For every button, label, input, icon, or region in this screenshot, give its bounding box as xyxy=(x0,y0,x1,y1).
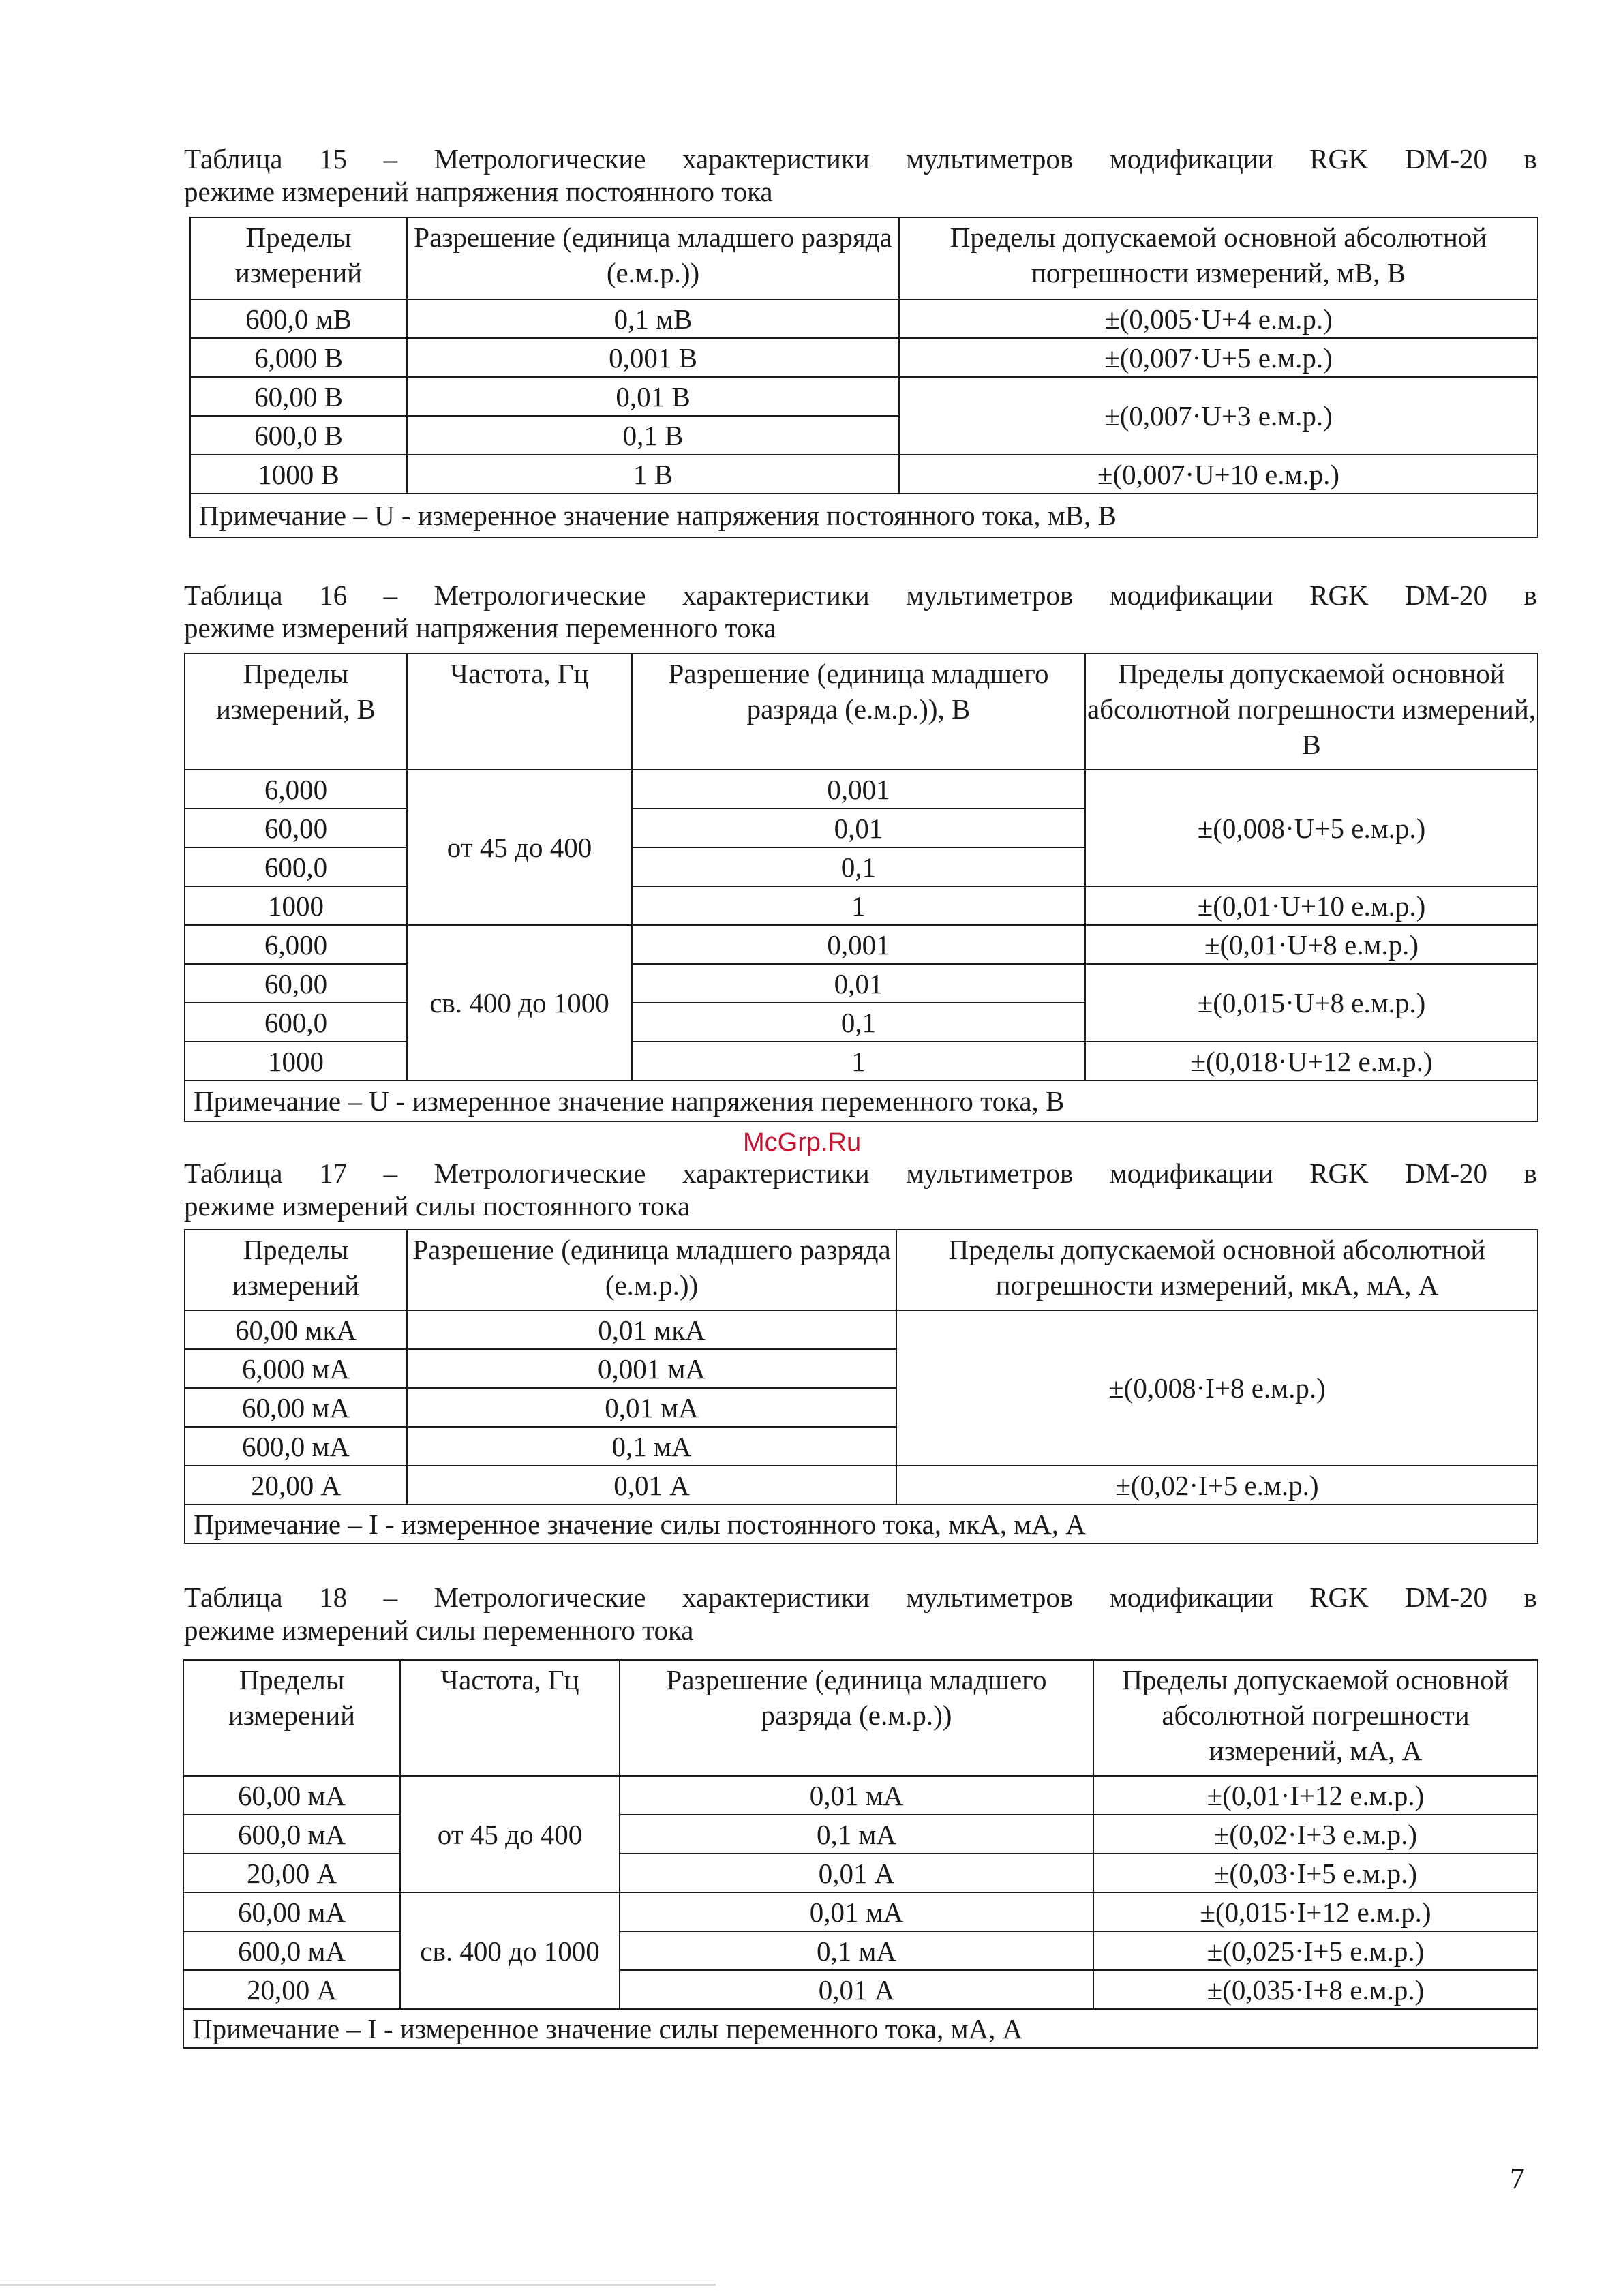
table-cell: 0,01 мкА xyxy=(407,1310,896,1349)
caption-word: DM-20 xyxy=(1405,143,1487,175)
table-cell: 0,01 мА xyxy=(620,1892,1093,1931)
table-cell: 0,001 В xyxy=(407,338,899,377)
caption-word: Таблица xyxy=(184,579,283,611)
table-cell: ±(0,01·I+12 е.м.р.) xyxy=(1093,1776,1538,1815)
table-cell: 0,1 мВ xyxy=(407,299,899,338)
scan-edge-line xyxy=(0,2284,716,2286)
header-cell: Разрешение (единица младшего разряда (е.м.р.)), В xyxy=(632,654,1085,770)
caption-word: в xyxy=(1523,143,1537,175)
table-cell: 600,0 мА xyxy=(183,1815,400,1854)
table-note: Примечание – I - измеренное значение силы переменного тока, мА, А xyxy=(183,2009,1538,2048)
table-cell: 60,00 мкА xyxy=(185,1310,407,1349)
table-note: Примечание – U - измеренное значение напряжения переменного тока, В xyxy=(185,1081,1538,1121)
table-cell: ±(0,007·U+3 е.м.р.) xyxy=(899,377,1538,455)
table-cell: 0,001 xyxy=(632,925,1085,964)
table-cell: ±(0,035·I+8 е.м.р.) xyxy=(1093,1970,1538,2009)
table-cell: ±(0,025·I+5 е.м.р.) xyxy=(1093,1931,1538,1970)
table-cell: 60,00 мА xyxy=(183,1892,400,1931)
table-cell: ±(0,005·U+4 е.м.р.) xyxy=(899,299,1538,338)
table-cell: 0,001 мА xyxy=(407,1349,896,1388)
table-15-caption xyxy=(184,143,1537,207)
caption-word: характеристики xyxy=(682,1158,870,1189)
caption-word: мультиметров xyxy=(906,1582,1074,1613)
caption-line-2: режиме измерений напряжения постоянного тока xyxy=(184,176,773,207)
caption-word: – xyxy=(383,1158,398,1189)
table-cell: ±(0,02·I+5 е.м.р.) xyxy=(896,1466,1538,1505)
table-cell: 6,000 В xyxy=(190,338,407,377)
table-note: Примечание – I - измеренное значение силы постоянного тока, мкА, мА, А xyxy=(185,1505,1538,1543)
table-cell: 600,0 мВ xyxy=(190,299,407,338)
caption-word: RGK xyxy=(1309,579,1369,611)
table-cell: 60,00 xyxy=(185,809,407,847)
table-cell: 60,00 мА xyxy=(183,1776,400,1815)
table-cell: 1000 В xyxy=(190,455,407,494)
table-cell: 0,01 А xyxy=(620,1970,1093,2009)
header-cell: Пределы измерений xyxy=(185,1230,407,1310)
table-cell: 0,001 xyxy=(632,770,1085,809)
table-cell: 20,00 А xyxy=(183,1970,400,2009)
table-cell: 0,01 А xyxy=(407,1466,896,1505)
header-cell: Пределы допускаемой основной абсолютной погрешности измерений, мА, А xyxy=(1093,1660,1538,1776)
table-cell: 0,1 мА xyxy=(407,1427,896,1466)
header-cell: Разрешение (единица младшего разряда (е.м.р.)) xyxy=(407,217,899,299)
table-cell: ±(0,015·U+8 е.м.р.) xyxy=(1085,964,1538,1042)
table-cell: 600,0 xyxy=(185,1003,407,1042)
table-cell: 1000 xyxy=(185,886,407,925)
table-16-caption xyxy=(184,579,1537,644)
caption-word: модификации xyxy=(1109,1158,1273,1189)
table-cell: ±(0,015·I+12 е.м.р.) xyxy=(1093,1892,1538,1931)
caption-word: Таблица xyxy=(184,1582,283,1613)
caption-word: модификации xyxy=(1109,1582,1273,1613)
table-cell: 0,01 В xyxy=(407,377,899,416)
caption-word: DM-20 xyxy=(1405,579,1487,611)
table-cell: ±(0,008·I+8 е.м.р.) xyxy=(896,1310,1538,1466)
header-cell: Пределы допускаемой основной абсолютной погрешности измерений, мВ, В xyxy=(899,217,1538,299)
table-cell: 20,00 А xyxy=(185,1466,407,1505)
table-cell: 6,000 xyxy=(185,925,407,964)
table-16 xyxy=(184,653,1538,1122)
caption-word: Метрологические xyxy=(434,143,646,175)
table-cell: 60,00 мА xyxy=(185,1388,407,1427)
caption-line-2: режиме измерений силы переменного тока xyxy=(184,1614,694,1646)
caption-word: характеристики xyxy=(682,1582,870,1613)
table-cell: 0,01 мА xyxy=(407,1388,896,1427)
table-cell: 0,1 мА xyxy=(620,1931,1093,1970)
table-18 xyxy=(183,1659,1538,2049)
header-cell: Пределы измерений xyxy=(190,217,407,299)
table-cell: 600,0 xyxy=(185,847,407,886)
caption-word: Метрологические xyxy=(434,1158,646,1189)
table-cell: 0,01 xyxy=(632,964,1085,1003)
table-cell: ±(0,03·I+5 е.м.р.) xyxy=(1093,1854,1538,1892)
table-cell: ±(0,01·U+8 е.м.р.) xyxy=(1085,925,1538,964)
frequency-cell: от 45 до 400 xyxy=(400,1776,620,1892)
table-cell: 0,01 мА xyxy=(620,1776,1093,1815)
header-cell: Частота, Гц xyxy=(407,654,632,770)
caption-word: мультиметров xyxy=(906,1158,1074,1189)
caption-word: – xyxy=(383,143,398,175)
table-cell: 20,00 А xyxy=(183,1854,400,1892)
table-cell: 0,1 мА xyxy=(620,1815,1093,1854)
caption-word: мультиметров xyxy=(906,579,1074,611)
caption-word: характеристики xyxy=(682,143,870,175)
frequency-cell: св. 400 до 1000 xyxy=(407,925,632,1081)
table-cell: 1 В xyxy=(407,455,899,494)
table-cell: 6,000 мА xyxy=(185,1349,407,1388)
table-cell: 60,00 В xyxy=(190,377,407,416)
page-number: 7 xyxy=(1510,2162,1525,2195)
table-cell: ±(0,007·U+10 е.м.р.) xyxy=(899,455,1538,494)
caption-word: Таблица xyxy=(184,143,283,175)
header-cell: Пределы измерений xyxy=(183,1660,400,1776)
frequency-cell: св. 400 до 1000 xyxy=(400,1892,620,2009)
caption-word: в xyxy=(1523,1582,1537,1613)
caption-word: – xyxy=(383,579,398,611)
table-cell: 0,1 xyxy=(632,847,1085,886)
table-17-caption xyxy=(184,1158,1537,1222)
table-cell: 600,0 мА xyxy=(185,1427,407,1466)
table-cell: 0,01 А xyxy=(620,1854,1093,1892)
caption-word: DM-20 xyxy=(1405,1158,1487,1189)
caption-line-2: режиме измерений силы постоянного тока xyxy=(184,1190,691,1222)
caption-word: – xyxy=(383,1582,398,1613)
caption-word: модификации xyxy=(1109,143,1273,175)
table-17 xyxy=(184,1229,1538,1544)
table-cell: 0,1 xyxy=(632,1003,1085,1042)
table-cell: 600,0 В xyxy=(190,416,407,455)
caption-word: 17 xyxy=(319,1158,348,1189)
table-cell: ±(0,02·I+3 е.м.р.) xyxy=(1093,1815,1538,1854)
caption-word: RGK xyxy=(1309,143,1369,175)
table-cell: 1 xyxy=(632,1042,1085,1081)
caption-line-2: режиме измерений напряжения переменного тока xyxy=(184,612,776,644)
table-cell: 60,00 xyxy=(185,964,407,1003)
table-15 xyxy=(189,217,1538,538)
caption-word: 16 xyxy=(319,579,348,611)
caption-word: в xyxy=(1523,1158,1537,1189)
caption-word: DM-20 xyxy=(1405,1582,1487,1613)
caption-word: характеристики xyxy=(682,579,870,611)
table-cell: ±(0,007·U+5 е.м.р.) xyxy=(899,338,1538,377)
header-cell: Частота, Гц xyxy=(400,1660,620,1776)
table-cell: ±(0,018·U+12 е.м.р.) xyxy=(1085,1042,1538,1081)
header-cell: Разрешение (единица младшего разряда (е.м.р.)) xyxy=(407,1230,896,1310)
caption-word: RGK xyxy=(1309,1158,1369,1189)
table-cell: ±(0,008·U+5 е.м.р.) xyxy=(1085,770,1538,886)
caption-word: модификации xyxy=(1109,579,1273,611)
watermark: McGrp.Ru xyxy=(743,1128,862,1157)
caption-word: Метрологические xyxy=(434,1582,646,1613)
caption-word: Таблица xyxy=(184,1158,283,1189)
table-cell: 600,0 мА xyxy=(183,1931,400,1970)
header-cell: Пределы измерений, В xyxy=(185,654,407,770)
table-18-caption xyxy=(184,1582,1537,1646)
table-cell: 0,1 В xyxy=(407,416,899,455)
table-cell: 1000 xyxy=(185,1042,407,1081)
caption-word: RGK xyxy=(1309,1582,1369,1613)
table-cell: 6,000 xyxy=(185,770,407,809)
caption-word: 18 xyxy=(319,1582,348,1613)
frequency-cell: от 45 до 400 xyxy=(407,770,632,925)
table-note: Примечание – U - измеренное значение напряжения постоянного тока, мВ, В xyxy=(190,494,1538,537)
caption-word: мультиметров xyxy=(906,143,1074,175)
caption-word: Метрологические xyxy=(434,579,646,611)
header-cell: Пределы допускаемой основной абсолютной погрешности измерений, В xyxy=(1085,654,1538,770)
header-cell: Пределы допускаемой основной абсолютной погрешности измерений, мкА, мА, А xyxy=(896,1230,1538,1310)
table-cell: 1 xyxy=(632,886,1085,925)
table-cell: 0,01 xyxy=(632,809,1085,847)
table-cell: ±(0,01·U+10 е.м.р.) xyxy=(1085,886,1538,925)
caption-word: в xyxy=(1523,579,1537,611)
header-cell: Разрешение (единица младшего разряда (е.м.р.)) xyxy=(620,1660,1093,1776)
caption-word: 15 xyxy=(319,143,348,175)
